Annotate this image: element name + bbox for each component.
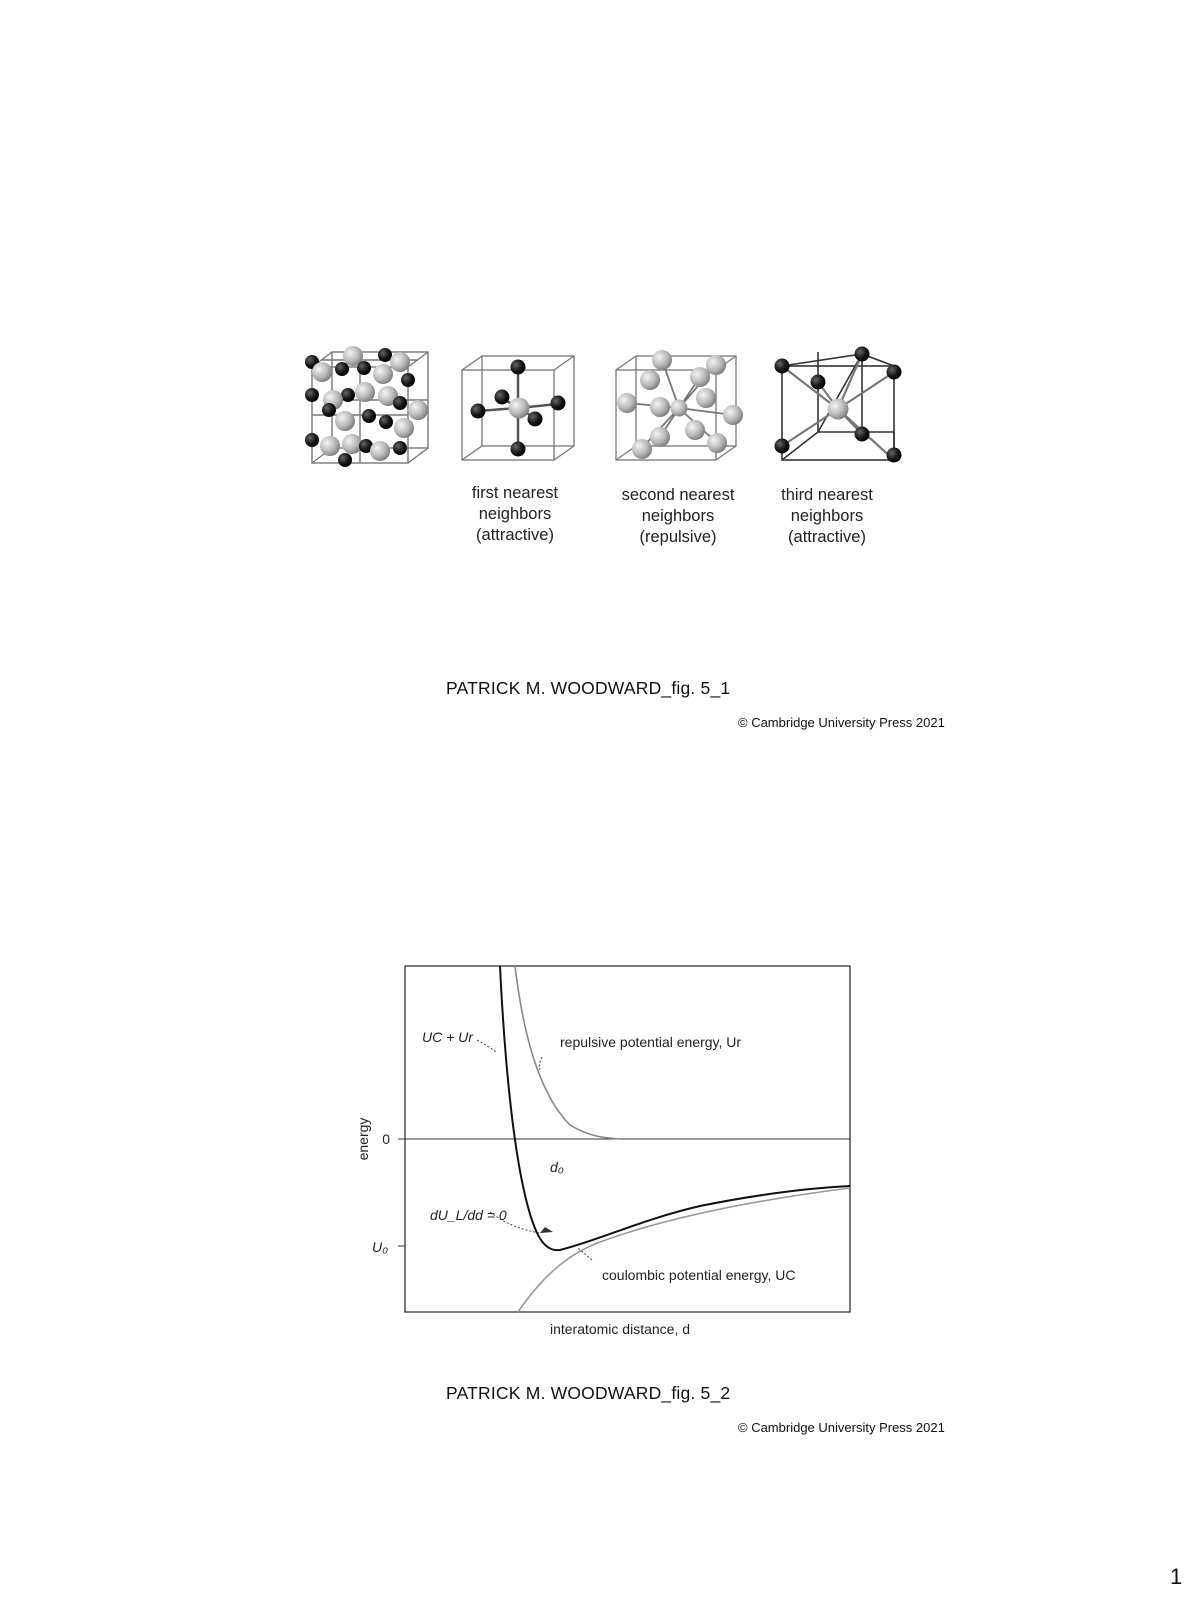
leader-derivative-arrow <box>540 1227 553 1233</box>
first-nearest-label: first nearest neighbors (attractive) <box>471 484 559 544</box>
figure-5-2-caption: PATRICK M. WOODWARD_fig. 5_2 <box>446 1383 731 1403</box>
leader-coulombic <box>578 1248 592 1260</box>
label-coulombic: coulombic potential energy, UC <box>602 1267 796 1283</box>
leader-repulsive <box>539 1057 542 1070</box>
coulombic-curve <box>518 1188 850 1312</box>
second-nearest-label: second nearest neighbors (repulsive) <box>621 486 735 546</box>
label-repulsive: repulsive potential energy, Ur <box>560 1034 742 1050</box>
label-d0: d₀ <box>550 1159 564 1175</box>
third-nearest-neighbors-image <box>775 347 902 463</box>
label-derivative: dU_L/dd = 0 <box>430 1207 507 1223</box>
energy-chart <box>0 940 1200 1340</box>
rock-salt-lattice-image <box>305 346 428 467</box>
total-energy-curve <box>500 966 850 1250</box>
figure-5-1-caption: PATRICK M. WOODWARD_fig. 5_1 <box>446 678 731 698</box>
xlabel: interatomic distance, d <box>549 1321 691 1337</box>
second-nearest-neighbors-image <box>616 350 743 460</box>
figure-5-2-copyright: © Cambridge University Press 2021 <box>738 1420 945 1435</box>
ytick-u0: U₀ <box>371 1239 388 1255</box>
first-nearest-neighbors-image <box>462 356 574 460</box>
leader-total <box>477 1040 496 1052</box>
third-nearest-label: third nearest neighbors (attractive) <box>781 486 873 546</box>
ylabel: energy <box>355 1117 371 1161</box>
page-number: 1 <box>1170 1564 1183 1589</box>
label-total: UC + Ur <box>422 1029 473 1045</box>
figure-5-1-copyright: © Cambridge University Press 2021 <box>738 715 945 730</box>
repulsive-curve <box>515 966 620 1139</box>
ytick-zero: 0 <box>382 1131 390 1147</box>
